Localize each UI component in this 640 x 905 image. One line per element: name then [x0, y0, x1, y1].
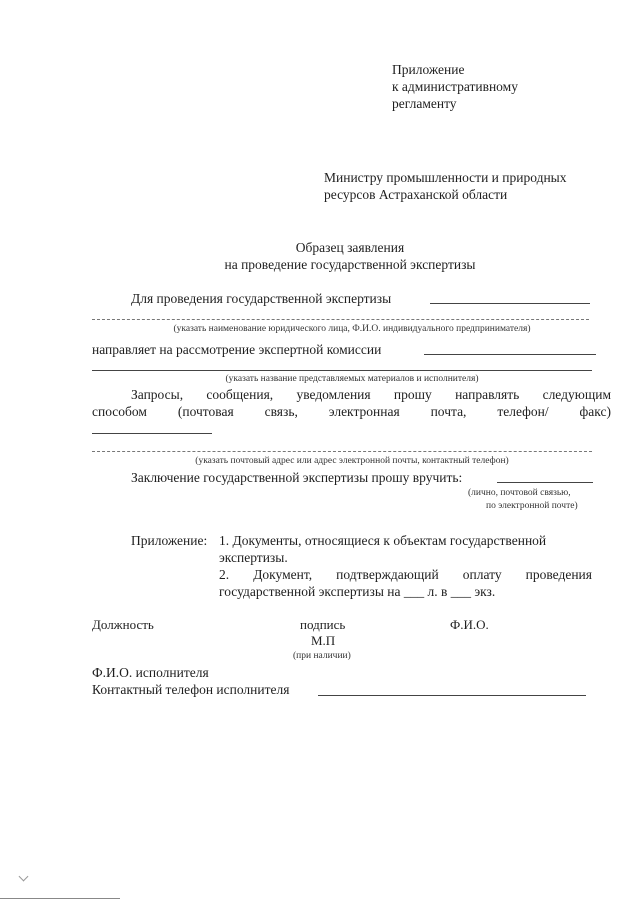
fill-line — [497, 482, 593, 483]
requests-text: способом (почтовая связь, электронная почта, телефон/ факс) — [92, 404, 611, 419]
title-line: Образец заявления — [295, 240, 405, 255]
hint-text: (указать почтовый адрес или адрес электронной почты, контактный телефон) — [195, 456, 509, 466]
document-title — [150, 239, 550, 273]
fill-line — [318, 695, 586, 696]
executor-label: Ф.И.О. исполнителя — [92, 665, 209, 680]
hint-text: (указать наименование юридического лица, Ф.И.О. индивидуального предпринимателя) — [173, 324, 531, 334]
fill-line — [424, 354, 596, 355]
fill-line — [92, 319, 589, 320]
phone-label: Контактный телефон исполнителя — [92, 682, 290, 697]
requests-text: Запросы, сообщения, уведомления прошу направлять следующим — [131, 387, 611, 402]
attachments-label: Приложение: — [131, 533, 208, 548]
addressee-line: ресурсов Астраханской области — [324, 187, 508, 202]
attachment-item: 1. Документы, относящиеся к объектам государственной — [219, 533, 547, 548]
signature-label: подпись — [300, 617, 346, 632]
appendix-line: Приложение — [392, 62, 465, 77]
appendix-block — [392, 61, 518, 112]
fill-line — [92, 451, 592, 452]
scan-mark — [19, 872, 29, 882]
appendix-line: к административному — [392, 79, 518, 94]
hint-text: (лично, почтовой связью, — [468, 488, 571, 498]
fill-line — [92, 433, 212, 434]
fill-line — [430, 303, 590, 304]
stamp-hint: (при наличии) — [293, 651, 351, 661]
fill-line — [92, 370, 592, 371]
hint-text: по электронной почте) — [486, 501, 578, 511]
scan-edge-line — [0, 898, 120, 899]
purpose-text: Для проведения государственной экспертизы — [131, 291, 392, 306]
title-line: на проведение государственной экспертизы — [224, 257, 476, 272]
addressee-line: Министру промышленности и природных — [324, 170, 567, 185]
position-label: Должность — [92, 617, 154, 632]
delivery-text: Заключение государственной экспертизы прошу вручить: — [131, 470, 463, 485]
direction-text: направляет на рассмотрение экспертной комиссии — [92, 342, 382, 357]
appendix-line: регламенту — [392, 96, 457, 111]
hint-text: (указать название представляемых материалов и исполнителя) — [225, 374, 479, 384]
attachment-item: экспертизы. — [219, 550, 288, 565]
stamp-label: М.П — [311, 633, 336, 648]
attachment-item: государственной экспертизы на ___ л. в ___ экз. — [219, 584, 496, 599]
fio-label: Ф.И.О. — [450, 617, 489, 632]
addressee-block — [324, 169, 567, 203]
attachment-item: 2. Документ, подтверждающий оплату проведения — [219, 567, 592, 582]
